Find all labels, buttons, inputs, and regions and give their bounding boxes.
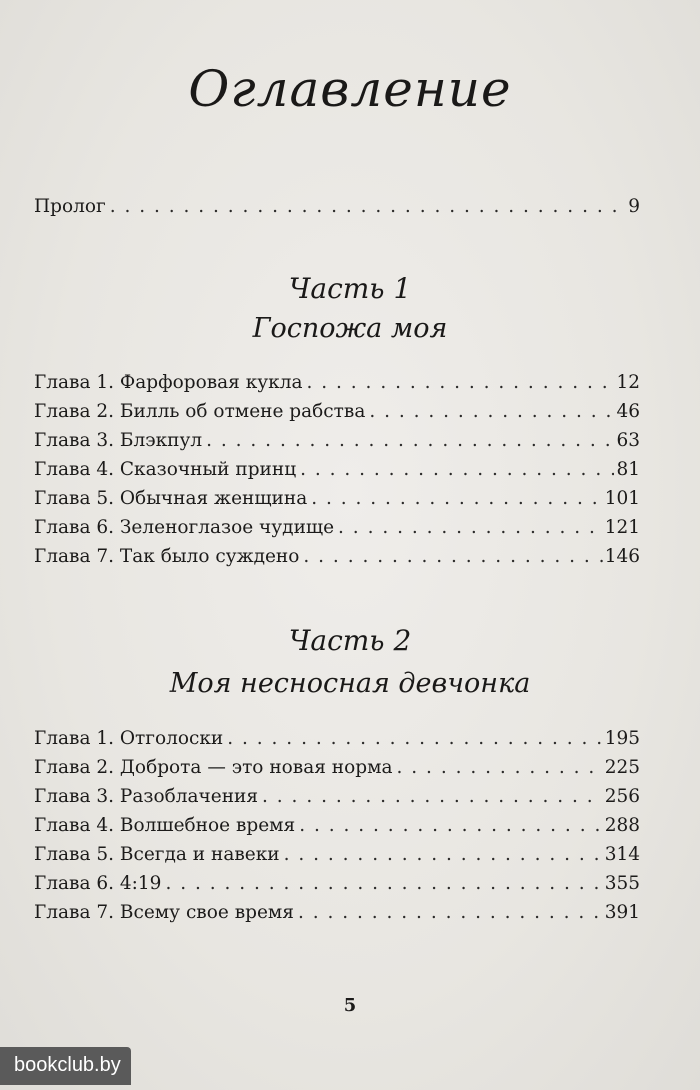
toc-entry-prologue: [34, 196, 640, 218]
toc-entry-page: 121: [604, 517, 640, 538]
toc-entry: [34, 786, 640, 808]
toc-entry-label: Глава 5. Обычная женщина: [34, 488, 308, 509]
part-2-subtitle: Моя несносная девчонка: [169, 668, 531, 699]
toc-entry: [34, 517, 640, 539]
toc-entry: [34, 728, 640, 750]
toc-entry: [34, 430, 640, 452]
toc-entry: [34, 873, 640, 895]
toc-entry-label: Глава 7. Всему свое время: [34, 902, 294, 923]
toc-entry-label: Пролог: [34, 196, 106, 217]
toc-entry-page: 81: [616, 459, 640, 480]
toc-entry-label: Глава 2. Доброта — это новая норма: [34, 757, 393, 778]
page-title: Оглавление: [188, 60, 512, 118]
dot-leader: [397, 757, 603, 779]
toc-entry-label: Глава 7. Так было суждено: [34, 546, 300, 567]
toc-entry-page: 46: [616, 401, 640, 422]
dot-leader: [298, 902, 603, 924]
toc-entry-page: 101: [604, 488, 640, 509]
part-1-subtitle: Госпожа моя: [252, 313, 448, 344]
dot-leader: [369, 401, 614, 423]
dot-leader: [338, 517, 603, 539]
dot-leader: [300, 459, 614, 481]
dot-leader: [206, 430, 614, 452]
toc-entry-label: Глава 3. Блэкпул: [34, 430, 203, 451]
toc-entry: [34, 488, 640, 510]
dot-leader: [299, 815, 602, 837]
toc-entry: [34, 815, 640, 837]
dot-leader: [303, 546, 602, 568]
toc-entry-page: 288: [604, 815, 640, 836]
part-2-heading: Часть 2: [288, 624, 412, 657]
toc-entry: [34, 757, 640, 779]
dot-leader: [311, 488, 602, 510]
dot-leader: [307, 372, 615, 394]
toc-entry: [34, 401, 640, 423]
page-number: 5: [343, 995, 357, 1016]
toc-entry-label: Глава 4. Сказочный принц: [34, 459, 297, 480]
dot-leader: [284, 844, 603, 866]
watermark-badge: bookclub.by: [0, 1047, 131, 1085]
dot-leader: [110, 196, 627, 218]
toc-entry-page: 225: [604, 757, 640, 778]
toc-entry: [34, 902, 640, 924]
toc-entry-label: Глава 2. Билль об отмене рабства: [34, 401, 366, 422]
toc-entry-label: Глава 6. 4:19: [34, 873, 162, 894]
toc-entry-label: Глава 4. Волшебное время: [34, 815, 296, 836]
toc-entry-page: 146: [604, 546, 640, 567]
toc-entry-page: 355: [604, 873, 640, 894]
toc-entry-page: 195: [604, 728, 640, 749]
toc-entry-page: 314: [604, 844, 640, 865]
toc-entry-page: 9: [628, 196, 640, 217]
toc-entry: [34, 844, 640, 866]
toc-entry: [34, 459, 640, 481]
toc-entry-page: 63: [616, 430, 640, 451]
toc-entry-page: 12: [616, 372, 640, 393]
dot-leader: [262, 786, 603, 808]
toc-entry-label: Глава 3. Разоблачения: [34, 786, 259, 807]
dot-leader: [227, 728, 602, 750]
toc-entry: [34, 546, 640, 568]
toc-entry-label: Глава 5. Всегда и навеки: [34, 844, 280, 865]
toc-entry-label: Глава 6. Зеленоглазое чудище: [34, 517, 335, 538]
toc-entry: [34, 372, 640, 394]
toc-entry-page: 256: [604, 786, 640, 807]
toc-entry-label: Глава 1. Фарфоровая кукла: [34, 372, 303, 393]
dot-leader: [165, 873, 602, 895]
part-1-heading: Часть 1: [288, 272, 412, 305]
toc-entry-page: 391: [604, 902, 640, 923]
toc-entry-label: Глава 1. Отголоски: [34, 728, 224, 749]
